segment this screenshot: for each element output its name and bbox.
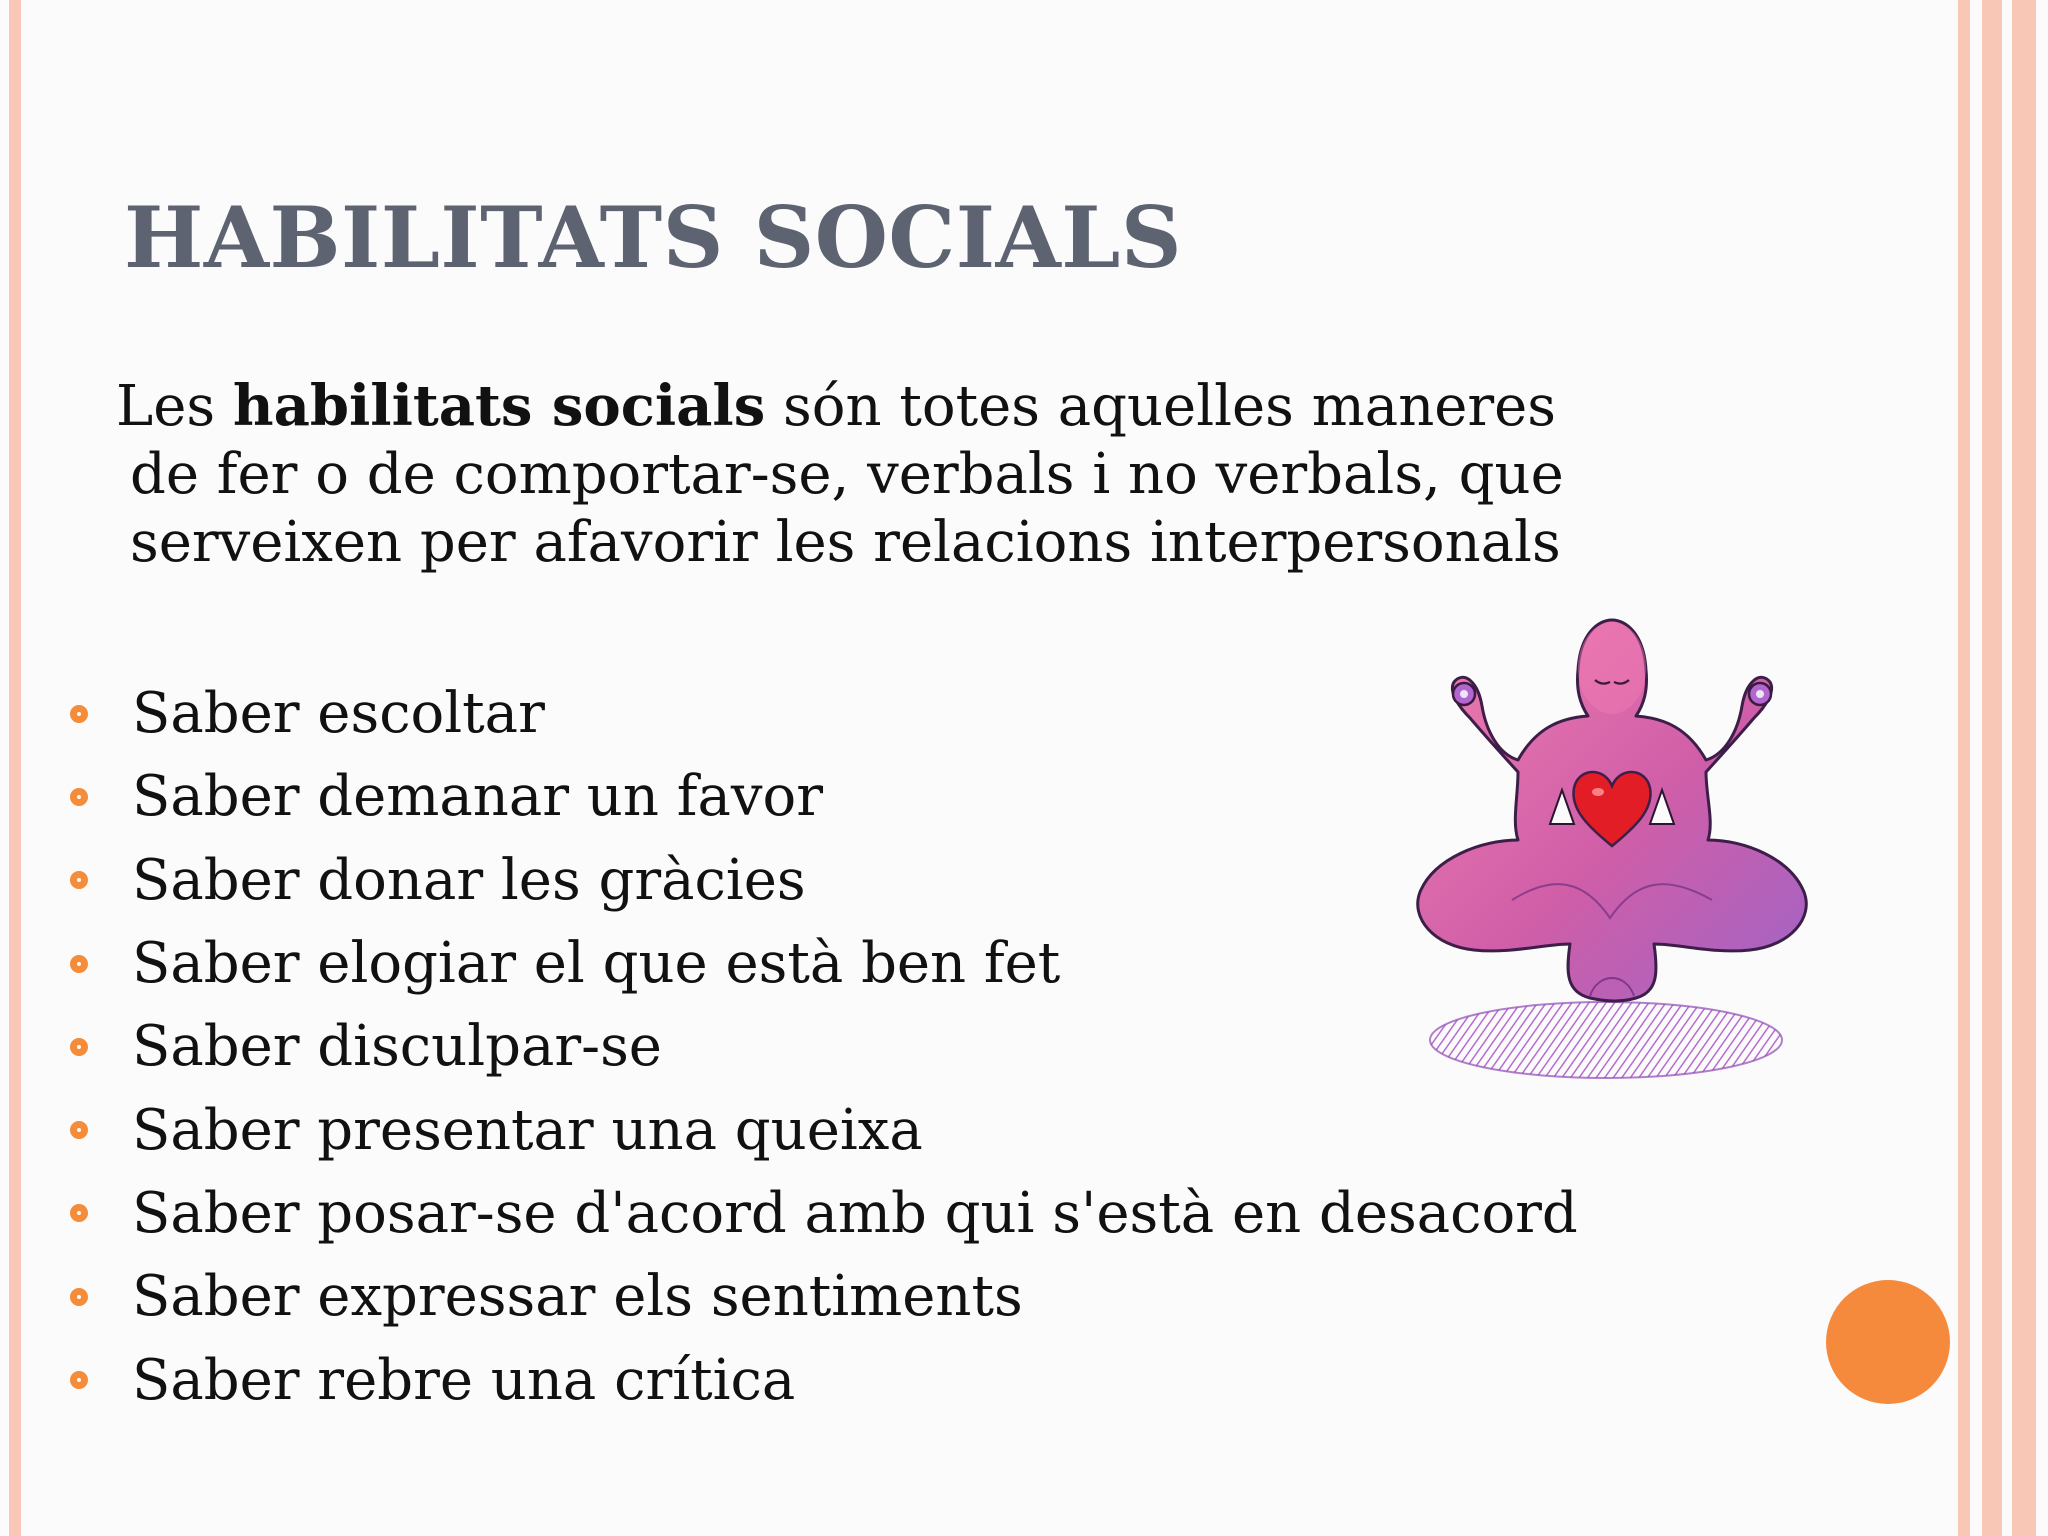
list-item-text: Saber demanar un favor [132, 764, 823, 830]
list-item-text: Saber elogiar el que està ben fet [132, 931, 1061, 997]
circle-bullet-icon [70, 1038, 88, 1056]
list-item [70, 755, 1578, 838]
list-item-text: Saber posar-se d'acord amb qui s'està en desacord [132, 1180, 1578, 1246]
circle-bullet-icon [70, 1288, 88, 1306]
intro-paragraph [116, 372, 1564, 575]
circle-bullet-icon [70, 1371, 88, 1389]
circle-bullet-icon [70, 871, 88, 889]
right-border-line-2 [1982, 0, 2002, 1536]
list-item [70, 922, 1578, 1005]
list-item [70, 1172, 1578, 1255]
decorative-orange-dot [1826, 1280, 1950, 1404]
intro-line-1-prefix: Les [116, 374, 233, 439]
right-border-line-1 [1958, 0, 1970, 1536]
list-item [70, 1338, 1578, 1421]
list-item-text: Saber disculpar-se [132, 1014, 662, 1080]
intro-bold-term: habilitats socials [232, 373, 766, 439]
list-item-text: Saber donar les gràcies [132, 847, 806, 913]
meditating-figure-illustration [1400, 600, 1820, 1100]
circle-bullet-icon [70, 788, 88, 806]
list-item-text: Saber rebre una crítica [132, 1347, 796, 1413]
meditating-figure-with-heart-icon [1400, 600, 1820, 1100]
circle-bullet-icon [70, 705, 88, 723]
circle-bullet-icon [70, 955, 88, 973]
list-item [70, 839, 1578, 922]
intro-line-2: de fer o de comportar-se, verbals i no verbals, que [130, 442, 1564, 507]
intro-line-1 [116, 372, 1557, 441]
list-item-text: Saber presentar una queixa [132, 1097, 923, 1163]
circle-bullet-icon [70, 1121, 88, 1139]
intro-line-1-suffix: són totes aquelles maneres [765, 374, 1557, 439]
list-item-text: Saber escoltar [132, 681, 545, 747]
right-border-line-3 [2012, 0, 2036, 1536]
list-item [70, 1088, 1578, 1171]
intro-line-3: serveixen per afavorir les relacions interpersonals [130, 510, 1561, 575]
circle-bullet-icon [70, 1204, 88, 1222]
list-item [70, 1255, 1578, 1338]
list-item-text: Saber expressar els sentiments [132, 1264, 1023, 1330]
skills-list [70, 672, 1578, 1422]
list-item [70, 1005, 1578, 1088]
slide-title: HABILITATS SOCIALS [124, 188, 1182, 287]
list-item [70, 672, 1578, 755]
left-border [9, 0, 21, 1536]
